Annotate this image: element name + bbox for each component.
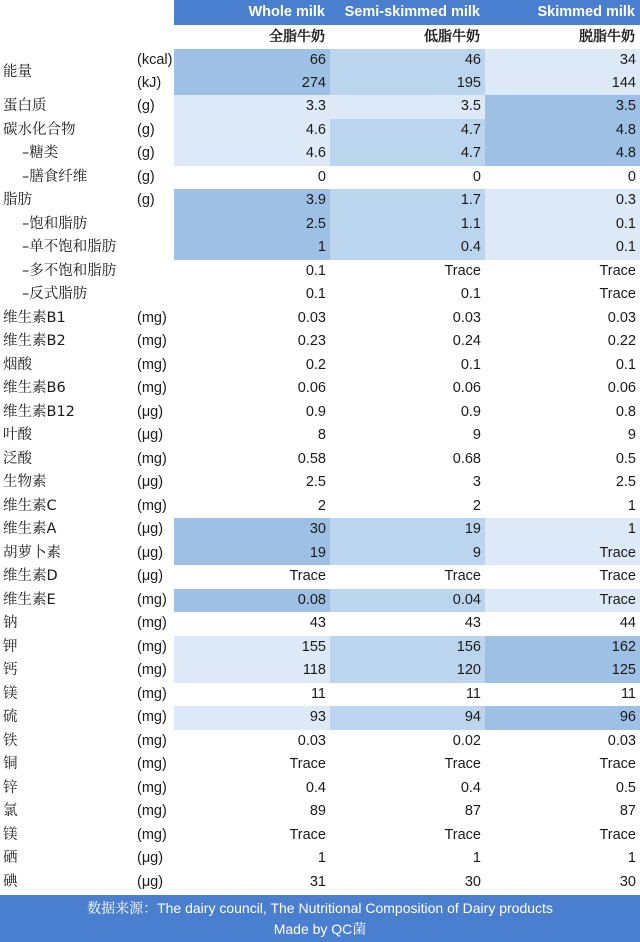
nutrient-name: 胡萝卜素 (3, 544, 61, 561)
value-cell: 0.06 (297, 380, 326, 396)
value-cell: 96 (485, 706, 640, 730)
nutrient-name: 镁 (3, 685, 18, 702)
value-cell: 0.68 (452, 450, 481, 467)
source-note: 数据来源：The dairy council, The Nutritional Composition of Dairy products (87, 900, 553, 916)
unit-label: (mg) (137, 803, 167, 819)
value-cell: 2.5 (305, 474, 326, 490)
unit-label: (μg) (137, 521, 164, 537)
value-cell: 2.5 (615, 474, 636, 490)
value-cell: 93 (174, 706, 330, 730)
value-cell: 0.04 (330, 589, 485, 613)
value-cell: Trace (599, 286, 636, 302)
table-row (0, 518, 640, 542)
nutrient-name: 能量 (3, 64, 32, 80)
nutrient-rows (0, 49, 640, 894)
nutrient-name: –糖类 (22, 145, 59, 161)
value-cell: 43 (309, 615, 326, 631)
value-cell: 0 (472, 168, 481, 185)
value-cell: 144 (485, 72, 640, 95)
nutrient-name: 维生素A (3, 521, 57, 537)
unit-label: (mg) (137, 309, 167, 326)
value-cell: 0.02 (452, 732, 481, 749)
table-row (0, 730, 640, 754)
nutrient-name: 蛋白质 (3, 98, 47, 114)
table-row (0, 119, 640, 143)
nutrient-name: 铜 (3, 756, 18, 772)
nutrient-name: 维生素B6 (3, 380, 66, 396)
nutrient-name: –单不饱和脂肪 (22, 239, 117, 255)
table-row (0, 307, 640, 331)
unit-label: (mg) (137, 685, 167, 702)
nutrient-name: 铁 (3, 732, 18, 749)
header-whole-milk-zh: 全脂牛奶 (269, 28, 325, 44)
header-semi-skimmed-milk: Semi-skimmed milk (330, 0, 485, 25)
nutrient-name: –多不饱和脂肪 (22, 262, 117, 279)
value-cell: 9 (330, 542, 485, 566)
value-cell: 0.9 (305, 403, 326, 420)
value-cell: 0.8 (615, 403, 636, 420)
value-cell: 0 (317, 168, 326, 185)
table-row (0, 706, 640, 730)
value-cell: 46 (330, 49, 485, 72)
table-row (0, 800, 640, 824)
value-cell: 19 (330, 518, 485, 542)
header-english-row (0, 0, 640, 25)
unit-label: (mg) (137, 333, 167, 349)
value-cell: 4.6 (174, 142, 330, 166)
unit-label: (mg) (137, 615, 167, 631)
value-cell: 0.1 (485, 213, 640, 237)
value-cell: 4.6 (174, 119, 330, 143)
value-cell: 3.3 (174, 95, 330, 119)
value-cell: 0.4 (460, 779, 481, 796)
table-row (0, 448, 640, 472)
value-cell: 3.5 (330, 95, 485, 119)
unit-label: (g) (137, 98, 155, 114)
table-row (0, 330, 640, 354)
table-row (0, 847, 640, 871)
unit-label: (μg) (137, 427, 164, 443)
value-cell: 0.03 (607, 309, 636, 326)
table-row (0, 871, 640, 895)
nutrient-name: 碘 (3, 873, 18, 890)
table-row (0, 166, 640, 190)
value-cell: 0.9 (460, 403, 481, 420)
value-cell: Trace (599, 826, 636, 843)
table-row (0, 189, 640, 213)
value-cell: 0.03 (452, 309, 481, 326)
nutrient-name: 脂肪 (3, 192, 32, 208)
table-row (0, 142, 640, 166)
table-row (0, 424, 640, 448)
unit-label: (μg) (137, 850, 164, 866)
nutrient-name: –饱和脂肪 (22, 215, 88, 232)
value-cell: 0.1 (460, 286, 481, 302)
value-cell: 0.4 (305, 779, 326, 796)
value-cell: Trace (289, 568, 326, 584)
header-chinese-row (0, 25, 640, 47)
unit-label: (g) (137, 168, 155, 185)
unit-label: (mg) (137, 756, 167, 772)
header-skimmed-milk-zh: 脱脂牛奶 (579, 28, 635, 44)
table-row (0, 495, 640, 519)
value-cell: 30 (464, 873, 481, 890)
value-cell: Trace (444, 568, 481, 584)
table-row (0, 565, 640, 589)
unit-label: (μg) (137, 474, 164, 490)
value-cell: 9 (627, 427, 636, 443)
value-cell: 0.1 (305, 262, 326, 279)
value-cell: 31 (309, 873, 326, 890)
nutrient-name: 烟酸 (3, 356, 32, 373)
value-cell: Trace (444, 826, 481, 843)
value-cell: 1 (627, 497, 636, 514)
value-cell: 3.9 (174, 189, 330, 213)
nutrient-name: 钠 (3, 615, 18, 631)
table-row (0, 824, 640, 848)
header-skimmed-milk: Skimmed milk (485, 0, 640, 25)
value-cell: Trace (444, 756, 481, 772)
nutrient-name: 生物素 (3, 474, 47, 490)
value-cell: 274 (174, 72, 330, 95)
value-cell: 0.1 (485, 236, 640, 260)
unit-label: (kcal) (137, 52, 173, 68)
value-cell: Trace (289, 826, 326, 843)
value-cell: 2.5 (174, 213, 330, 237)
value-cell: 0.23 (297, 333, 326, 349)
table-row (0, 612, 640, 636)
nutrient-name: 钾 (3, 638, 18, 655)
credit-note: Made by QC菌 (273, 921, 367, 937)
value-cell: 19 (174, 542, 330, 566)
value-cell: 0.06 (452, 380, 481, 396)
value-cell: 4.8 (485, 119, 640, 143)
value-cell: 0.2 (305, 356, 326, 373)
table-row (0, 260, 640, 284)
value-cell: Trace (485, 589, 640, 613)
value-cell: 3.5 (485, 95, 640, 119)
header-semi-skimmed-milk-zh: 低脂牛奶 (424, 28, 480, 44)
value-cell: 89 (309, 803, 326, 819)
table-row (0, 471, 640, 495)
value-cell: 30 (174, 518, 330, 542)
unit-label: (g) (137, 192, 155, 208)
value-cell: 43 (464, 615, 481, 631)
value-cell: 118 (174, 659, 330, 683)
nutrient-name: 镁 (3, 826, 18, 843)
value-cell: Trace (289, 756, 326, 772)
table-row (0, 377, 640, 401)
table-row (0, 95, 640, 119)
value-cell: 0.5 (615, 779, 636, 796)
header-whole-milk: Whole milk (174, 0, 330, 25)
value-cell: 1 (627, 850, 636, 866)
unit-label: (μg) (137, 544, 164, 561)
value-cell: 0 (627, 168, 636, 185)
unit-label: (mg) (137, 709, 167, 725)
nutrient-name: 维生素C (3, 497, 57, 514)
nutrient-name: 碳水化合物 (3, 121, 76, 138)
unit-label: (g) (137, 145, 155, 161)
unit-label: (mg) (137, 450, 167, 467)
value-cell: 2 (317, 497, 326, 514)
value-cell: 125 (485, 659, 640, 683)
unit-label: (μg) (137, 568, 164, 584)
value-cell: 11 (310, 685, 326, 702)
table-row (0, 401, 640, 425)
value-cell: 34 (485, 49, 640, 72)
unit-label: (μg) (137, 403, 164, 420)
value-cell: 0.3 (485, 189, 640, 213)
value-cell: 11 (465, 685, 481, 702)
unit-label: (kJ) (137, 75, 162, 91)
table-row (0, 753, 640, 777)
nutrient-name: 维生素D (3, 568, 58, 584)
nutrient-name: 叶酸 (3, 427, 32, 443)
value-cell: 4.8 (485, 142, 640, 166)
value-cell: 0.22 (607, 333, 636, 349)
unit-label: (mg) (137, 497, 167, 514)
unit-label: (mg) (137, 732, 167, 749)
table-row (0, 542, 640, 566)
value-cell: Trace (599, 262, 636, 279)
nutrient-name: 泛酸 (3, 450, 32, 467)
value-cell: 0.4 (330, 236, 485, 260)
value-cell: 0.5 (615, 450, 636, 467)
unit-label: (mg) (137, 826, 167, 843)
value-cell: 120 (330, 659, 485, 683)
value-cell: 1 (485, 518, 640, 542)
nutrient-name: 钙 (3, 662, 18, 678)
value-cell: 0.24 (452, 333, 481, 349)
nutrient-name: 硒 (3, 850, 18, 866)
nutrient-name: –膳食纤维 (22, 168, 88, 185)
value-cell: 94 (330, 706, 485, 730)
value-cell: 9 (472, 427, 481, 443)
value-cell: 87 (464, 803, 481, 819)
nutrient-name: –反式脂肪 (22, 286, 88, 302)
value-cell: 4.7 (330, 142, 485, 166)
unit-label: (mg) (137, 638, 167, 655)
unit-label: (mg) (137, 662, 167, 678)
value-cell: 87 (619, 803, 636, 819)
value-cell: Trace (485, 542, 640, 566)
value-cell: 1 (174, 236, 330, 260)
unit-label: (mg) (137, 779, 167, 796)
unit-label: (g) (137, 121, 155, 138)
value-cell: Trace (599, 568, 636, 584)
value-cell: 1.1 (330, 213, 485, 237)
value-cell: 0.08 (174, 589, 330, 613)
value-cell: 1.7 (330, 189, 485, 213)
table-row (0, 589, 640, 613)
unit-label: (mg) (137, 356, 167, 373)
value-cell: 0.03 (297, 732, 326, 749)
table-row (0, 354, 640, 378)
value-cell: 66 (174, 49, 330, 72)
value-cell: 1 (472, 850, 481, 866)
nutrient-name: 硫 (3, 709, 18, 725)
value-cell: Trace (599, 756, 636, 772)
value-cell: 195 (330, 72, 485, 95)
value-cell: 0.1 (460, 356, 481, 373)
value-cell: 30 (619, 873, 636, 890)
value-cell: Trace (444, 262, 481, 279)
table-row (0, 283, 640, 307)
unit-label: (μg) (137, 873, 164, 890)
value-cell: 4.7 (330, 119, 485, 143)
nutrient-name: 维生素B2 (3, 333, 66, 349)
value-cell: 8 (317, 427, 326, 443)
value-cell: 0.03 (607, 732, 636, 749)
value-cell: 2 (472, 497, 481, 514)
table-row (0, 683, 640, 707)
value-cell: 0.03 (297, 309, 326, 326)
table-row (0, 636, 640, 660)
value-cell: 162 (485, 636, 640, 660)
value-cell: 0.1 (305, 286, 326, 302)
energy-row (0, 49, 640, 95)
value-cell: 156 (330, 636, 485, 660)
value-cell: 11 (620, 685, 636, 702)
value-cell: 1 (317, 850, 326, 866)
table-row (0, 213, 640, 237)
nutrient-name: 维生素E (3, 591, 56, 608)
unit-label: (mg) (137, 380, 167, 396)
unit-label: (mg) (137, 591, 167, 608)
value-cell: 0.1 (615, 356, 636, 373)
value-cell: 44 (619, 615, 636, 631)
value-cell: 0.06 (607, 380, 636, 396)
nutrient-name: 维生素B1 (3, 309, 66, 326)
table-row (0, 777, 640, 801)
table-row (0, 236, 640, 260)
value-cell: 155 (174, 636, 330, 660)
nutrient-name: 维生素B12 (3, 403, 75, 420)
value-cell: 3 (472, 474, 481, 490)
value-cell: 0.58 (297, 450, 326, 467)
table-row (0, 659, 640, 683)
nutrient-name: 锌 (3, 779, 18, 796)
footer (0, 895, 640, 942)
nutrient-name: 氯 (3, 803, 18, 819)
